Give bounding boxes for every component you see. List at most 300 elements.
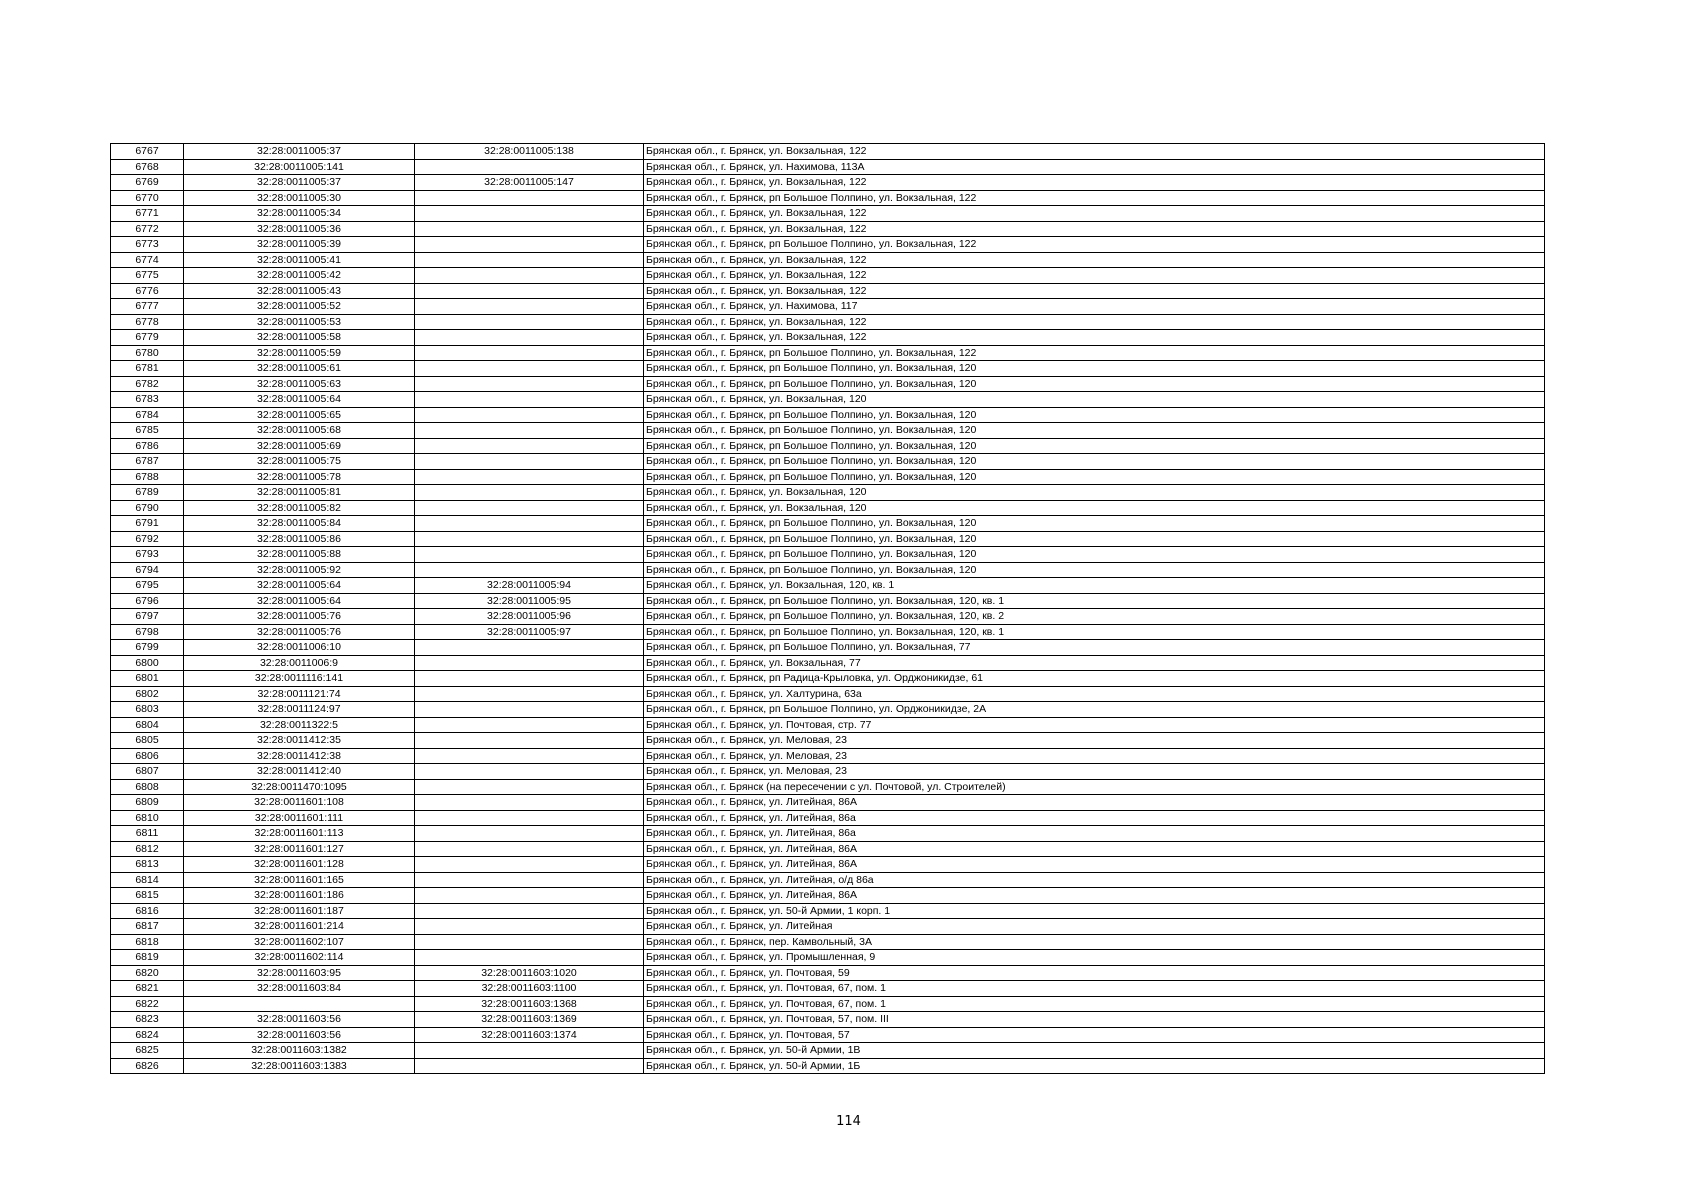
row-number-cell: 6787: [111, 454, 184, 470]
table-row: [111, 1027, 1545, 1043]
table-row: [111, 934, 1545, 950]
related-cadastral-number-cell: [415, 361, 644, 377]
table-row: [111, 872, 1545, 888]
related-cadastral-number-cell: [415, 516, 644, 532]
table-row: [111, 903, 1545, 919]
related-cadastral-number-cell: [415, 671, 644, 687]
table-row: [111, 345, 1545, 361]
row-number-cell: 6818: [111, 934, 184, 950]
related-cadastral-number-cell: [415, 190, 644, 206]
address-cell: Брянская обл., г. Брянск, рп Большое Полпино, ул. Вокзальная, 120: [644, 469, 1545, 485]
related-cadastral-number-cell: [415, 345, 644, 361]
address-cell: Брянская обл., г. Брянск, рп Большое Полпино, ул. Вокзальная, 120: [644, 562, 1545, 578]
row-number-cell: 6817: [111, 919, 184, 935]
related-cadastral-number-cell: [415, 206, 644, 222]
address-cell: Брянская обл., г. Брянск, рп Большое Полпино, ул. Вокзальная, 120: [644, 531, 1545, 547]
cadastral-number-cell: 32:28:0011602:114: [184, 950, 415, 966]
cadastral-number-cell: 32:28:0011005:64: [184, 593, 415, 609]
table-row: [111, 655, 1545, 671]
table-row: [111, 826, 1545, 842]
address-cell: Брянская обл., г. Брянск, ул. Литейная, 86А: [644, 857, 1545, 873]
address-cell: Брянская обл., г. Брянск, рп Большое Полпино, ул. Вокзальная, 120, кв. 1: [644, 624, 1545, 640]
table-row: [111, 423, 1545, 439]
cadastral-number-cell: 32:28:0011005:59: [184, 345, 415, 361]
row-number-cell: 6775: [111, 268, 184, 284]
row-number-cell: 6806: [111, 748, 184, 764]
address-cell: Брянская обл., г. Брянск, рп Большое Полпино, ул. Вокзальная, 122: [644, 237, 1545, 253]
table-row: [111, 438, 1545, 454]
cadastral-number-cell: 32:28:0011005:34: [184, 206, 415, 222]
cadastral-number-cell: 32:28:0011412:35: [184, 733, 415, 749]
cadastral-number-cell: 32:28:0011603:84: [184, 981, 415, 997]
related-cadastral-number-cell: [415, 314, 644, 330]
row-number-cell: 6781: [111, 361, 184, 377]
address-cell: Брянская обл., г. Брянск, ул. Литейная: [644, 919, 1545, 935]
address-cell: Брянская обл., г. Брянск, ул. Вокзальная, 77: [644, 655, 1545, 671]
page-number: 114: [836, 1114, 861, 1129]
row-number-cell: 6784: [111, 407, 184, 423]
related-cadastral-number-cell: [415, 299, 644, 315]
address-cell: Брянская обл., г. Брянск, ул. Почтовая, 57: [644, 1027, 1545, 1043]
cadastral-number-cell: 32:28:0011005:92: [184, 562, 415, 578]
related-cadastral-number-cell: [415, 764, 644, 780]
cadastral-number-cell: 32:28:0011005:43: [184, 283, 415, 299]
table-row: [111, 144, 1545, 160]
cadastral-number-cell: 32:28:0011006:9: [184, 655, 415, 671]
records-table: [110, 143, 1545, 1074]
related-cadastral-number-cell: [415, 702, 644, 718]
address-cell: Брянская обл., г. Брянск, ул. Промышленная, 9: [644, 950, 1545, 966]
address-cell: Брянская обл., г. Брянск, рп Большое Полпино, ул. Вокзальная, 120, кв. 2: [644, 609, 1545, 625]
row-number-cell: 6820: [111, 965, 184, 981]
row-number-cell: 6803: [111, 702, 184, 718]
table-row: [111, 283, 1545, 299]
table-row: [111, 407, 1545, 423]
row-number-cell: 6805: [111, 733, 184, 749]
cadastral-number-cell: 32:28:0011601:187: [184, 903, 415, 919]
address-cell: Брянская обл., г. Брянск, ул. 50-й Армии, 1В: [644, 1043, 1545, 1059]
cadastral-number-cell: 32:28:0011601:111: [184, 810, 415, 826]
related-cadastral-number-cell: [415, 640, 644, 656]
table-row: [111, 764, 1545, 780]
table-row: [111, 841, 1545, 857]
cadastral-number-cell: 32:28:0011005:37: [184, 175, 415, 191]
related-cadastral-number-cell: [415, 237, 644, 253]
related-cadastral-number-cell: [415, 252, 644, 268]
address-cell: Брянская обл., г. Брянск, ул. Почтовая, стр. 77: [644, 717, 1545, 733]
row-number-cell: 6811: [111, 826, 184, 842]
address-cell: Брянская обл., г. Брянск, ул. Халтурина, 63а: [644, 686, 1545, 702]
row-number-cell: 6797: [111, 609, 184, 625]
row-number-cell: 6779: [111, 330, 184, 346]
table-row: [111, 159, 1545, 175]
related-cadastral-number-cell: [415, 795, 644, 811]
related-cadastral-number-cell: [415, 1043, 644, 1059]
row-number-cell: 6823: [111, 1012, 184, 1028]
cadastral-number-cell: 32:28:0011005:76: [184, 609, 415, 625]
address-cell: Брянская обл., г. Брянск, ул. Вокзальная, 122: [644, 252, 1545, 268]
address-cell: Брянская обл., г. Брянск, ул. Вокзальная, 120: [644, 485, 1545, 501]
address-cell: Брянская обл., г. Брянск, рп Радица-Крыловка, ул. Орджоникидзе, 61: [644, 671, 1545, 687]
table-row: [111, 361, 1545, 377]
related-cadastral-number-cell: [415, 438, 644, 454]
cadastral-number-cell: 32:28:0011603:56: [184, 1012, 415, 1028]
table-row: [111, 857, 1545, 873]
table-row: [111, 981, 1545, 997]
row-number-cell: 6826: [111, 1058, 184, 1074]
address-cell: Брянская обл., г. Брянск, рп Большое Полпино, ул. Вокзальная, 120: [644, 361, 1545, 377]
cadastral-number-cell: 32:28:0011005:81: [184, 485, 415, 501]
address-cell: Брянская обл., г. Брянск, пер. Камвольный, 3А: [644, 934, 1545, 950]
row-number-cell: 6774: [111, 252, 184, 268]
cadastral-number-cell: 32:28:0011005:141: [184, 159, 415, 175]
related-cadastral-number-cell: [415, 562, 644, 578]
related-cadastral-number-cell: [415, 888, 644, 904]
address-cell: Брянская обл., г. Брянск, ул. Вокзальная, 120: [644, 392, 1545, 408]
cadastral-number-cell: 32:28:0011005:78: [184, 469, 415, 485]
table-row: [111, 609, 1545, 625]
row-number-cell: 6807: [111, 764, 184, 780]
related-cadastral-number-cell: [415, 547, 644, 563]
table-row: [111, 1058, 1545, 1074]
row-number-cell: 6783: [111, 392, 184, 408]
address-cell: Брянская обл., г. Брянск, рп Большое Полпино, ул. Вокзальная, 120: [644, 423, 1545, 439]
table-row: [111, 531, 1545, 547]
related-cadastral-number-cell: [415, 159, 644, 175]
row-number-cell: 6810: [111, 810, 184, 826]
related-cadastral-number-cell: [415, 826, 644, 842]
related-cadastral-number-cell: [415, 407, 644, 423]
address-cell: Брянская обл., г. Брянск, ул. Почтовая, 67, пом. 1: [644, 981, 1545, 997]
related-cadastral-number-cell: 32:28:0011005:138: [415, 144, 644, 160]
table-row: [111, 314, 1545, 330]
address-cell: Брянская обл., г. Брянск, ул. Литейная, 86А: [644, 888, 1545, 904]
address-cell: Брянская обл., г. Брянск, ул. Меловая, 23: [644, 733, 1545, 749]
table-row: [111, 671, 1545, 687]
row-number-cell: 6769: [111, 175, 184, 191]
table-row: [111, 717, 1545, 733]
related-cadastral-number-cell: 32:28:0011603:1020: [415, 965, 644, 981]
related-cadastral-number-cell: [415, 686, 644, 702]
table-row: [111, 330, 1545, 346]
related-cadastral-number-cell: [415, 376, 644, 392]
cadastral-number-cell: 32:28:0011412:40: [184, 764, 415, 780]
cadastral-number-cell: 32:28:0011005:68: [184, 423, 415, 439]
table-row: [111, 299, 1545, 315]
row-number-cell: 6804: [111, 717, 184, 733]
table-row: [111, 237, 1545, 253]
table-row: [111, 624, 1545, 640]
address-cell: Брянская обл., г. Брянск, ул. Вокзальная, 122: [644, 144, 1545, 160]
table-row: [111, 500, 1545, 516]
row-number-cell: 6790: [111, 500, 184, 516]
related-cadastral-number-cell: [415, 469, 644, 485]
related-cadastral-number-cell: [415, 934, 644, 950]
cadastral-number-cell: 32:28:0011005:82: [184, 500, 415, 516]
cadastral-number-cell: 32:28:0011116:141: [184, 671, 415, 687]
cadastral-number-cell: 32:28:0011006:10: [184, 640, 415, 656]
cadastral-number-cell: 32:28:0011005:42: [184, 268, 415, 284]
related-cadastral-number-cell: [415, 268, 644, 284]
row-number-cell: 6777: [111, 299, 184, 315]
address-cell: Брянская обл., г. Брянск, ул. Почтовая, 67, пом. 1: [644, 996, 1545, 1012]
cadastral-number-cell: [184, 996, 415, 1012]
related-cadastral-number-cell: [415, 810, 644, 826]
row-number-cell: 6780: [111, 345, 184, 361]
related-cadastral-number-cell: [415, 423, 644, 439]
related-cadastral-number-cell: 32:28:0011005:97: [415, 624, 644, 640]
row-number-cell: 6813: [111, 857, 184, 873]
address-cell: Брянская обл., г. Брянск, ул. Вокзальная, 122: [644, 283, 1545, 299]
address-cell: Брянская обл., г. Брянск, рп Большое Полпино, ул. Вокзальная, 77: [644, 640, 1545, 656]
related-cadastral-number-cell: [415, 1058, 644, 1074]
table-row: [111, 252, 1545, 268]
table-row: [111, 454, 1545, 470]
records-table-body: [111, 144, 1545, 1074]
cadastral-number-cell: 32:28:0011601:165: [184, 872, 415, 888]
row-number-cell: 6788: [111, 469, 184, 485]
address-cell: Брянская обл., г. Брянск, ул. 50-й Армии, 1Б: [644, 1058, 1545, 1074]
address-cell: Брянская обл., г. Брянск, ул. Вокзальная, 122: [644, 330, 1545, 346]
row-number-cell: 6768: [111, 159, 184, 175]
related-cadastral-number-cell: [415, 454, 644, 470]
table-row: [111, 562, 1545, 578]
table-row: [111, 221, 1545, 237]
table-row: [111, 888, 1545, 904]
address-cell: Брянская обл., г. Брянск, ул. Вокзальная, 122: [644, 314, 1545, 330]
table-row: [111, 733, 1545, 749]
row-number-cell: 6796: [111, 593, 184, 609]
related-cadastral-number-cell: [415, 485, 644, 501]
cadastral-number-cell: 32:28:0011005:64: [184, 392, 415, 408]
row-number-cell: 6785: [111, 423, 184, 439]
table-row: [111, 965, 1545, 981]
cadastral-number-cell: 32:28:0011603:95: [184, 965, 415, 981]
related-cadastral-number-cell: 32:28:0011005:147: [415, 175, 644, 191]
table-row: [111, 1043, 1545, 1059]
row-number-cell: 6789: [111, 485, 184, 501]
row-number-cell: 6825: [111, 1043, 184, 1059]
cadastral-number-cell: 32:28:0011005:69: [184, 438, 415, 454]
table-row: [111, 547, 1545, 563]
row-number-cell: 6809: [111, 795, 184, 811]
table-row: [111, 516, 1545, 532]
cadastral-number-cell: 32:28:0011005:76: [184, 624, 415, 640]
row-number-cell: 6772: [111, 221, 184, 237]
row-number-cell: 6819: [111, 950, 184, 966]
related-cadastral-number-cell: 32:28:0011603:1369: [415, 1012, 644, 1028]
table-row: [111, 190, 1545, 206]
related-cadastral-number-cell: [415, 748, 644, 764]
related-cadastral-number-cell: 32:28:0011005:96: [415, 609, 644, 625]
cadastral-number-cell: 32:28:0011005:63: [184, 376, 415, 392]
address-cell: Брянская обл., г. Брянск, ул. Вокзальная, 122: [644, 206, 1545, 222]
cadastral-number-cell: 32:28:0011005:86: [184, 531, 415, 547]
address-cell: Брянская обл., г. Брянск, рп Большое Полпино, ул. Вокзальная, 120: [644, 516, 1545, 532]
cadastral-number-cell: 32:28:0011005:84: [184, 516, 415, 532]
row-number-cell: 6815: [111, 888, 184, 904]
address-cell: Брянская обл., г. Брянск, рп Большое Полпино, ул. Вокзальная, 120: [644, 547, 1545, 563]
cadastral-number-cell: 32:28:0011005:75: [184, 454, 415, 470]
cadastral-number-cell: 32:28:0011005:30: [184, 190, 415, 206]
cadastral-number-cell: 32:28:0011005:64: [184, 578, 415, 594]
address-cell: Брянская обл., г. Брянск, ул. Литейная, 86а: [644, 826, 1545, 842]
related-cadastral-number-cell: [415, 733, 644, 749]
related-cadastral-number-cell: 32:28:0011005:94: [415, 578, 644, 594]
cadastral-number-cell: 32:28:0011005:88: [184, 547, 415, 563]
row-number-cell: 6795: [111, 578, 184, 594]
table-row: [111, 268, 1545, 284]
table-row: [111, 795, 1545, 811]
table-row: [111, 175, 1545, 191]
row-number-cell: 6798: [111, 624, 184, 640]
row-number-cell: 6793: [111, 547, 184, 563]
address-cell: Брянская обл., г. Брянск, ул. Вокзальная, 120: [644, 500, 1545, 516]
related-cadastral-number-cell: [415, 903, 644, 919]
table-row: [111, 810, 1545, 826]
cadastral-number-cell: 32:28:0011602:107: [184, 934, 415, 950]
cadastral-number-cell: 32:28:0011412:38: [184, 748, 415, 764]
row-number-cell: 6782: [111, 376, 184, 392]
address-cell: Брянская обл., г. Брянск, рп Большое Полпино, ул. Вокзальная, 120, кв. 1: [644, 593, 1545, 609]
address-cell: Брянская обл., г. Брянск, ул. Литейная, о/д 86а: [644, 872, 1545, 888]
address-cell: Брянская обл., г. Брянск, ул. Почтовая, 57, пом. III: [644, 1012, 1545, 1028]
address-cell: Брянская обл., г. Брянск (на пересечении с ул. Почтовой, ул. Строителей): [644, 779, 1545, 795]
row-number-cell: 6773: [111, 237, 184, 253]
row-number-cell: 6800: [111, 655, 184, 671]
table-row: [111, 578, 1545, 594]
cadastral-number-cell: 32:28:0011005:61: [184, 361, 415, 377]
related-cadastral-number-cell: [415, 392, 644, 408]
address-cell: Брянская обл., г. Брянск, ул. Почтовая, 59: [644, 965, 1545, 981]
row-number-cell: 6776: [111, 283, 184, 299]
row-number-cell: 6791: [111, 516, 184, 532]
row-number-cell: 6814: [111, 872, 184, 888]
cadastral-number-cell: 32:28:0011601:127: [184, 841, 415, 857]
related-cadastral-number-cell: [415, 841, 644, 857]
cadastral-number-cell: 32:28:0011005:52: [184, 299, 415, 315]
row-number-cell: 6794: [111, 562, 184, 578]
cadastral-number-cell: 32:28:0011603:56: [184, 1027, 415, 1043]
related-cadastral-number-cell: [415, 919, 644, 935]
related-cadastral-number-cell: [415, 221, 644, 237]
address-cell: Брянская обл., г. Брянск, рп Большое Полпино, ул. Орджоникидзе, 2А: [644, 702, 1545, 718]
related-cadastral-number-cell: [415, 950, 644, 966]
address-cell: Брянская обл., г. Брянск, ул. Вокзальная, 122: [644, 268, 1545, 284]
cadastral-number-cell: 32:28:0011124:97: [184, 702, 415, 718]
table-row: [111, 779, 1545, 795]
table-row: [111, 485, 1545, 501]
address-cell: Брянская обл., г. Брянск, рп Большое Полпино, ул. Вокзальная, 122: [644, 190, 1545, 206]
row-number-cell: 6808: [111, 779, 184, 795]
row-number-cell: 6822: [111, 996, 184, 1012]
related-cadastral-number-cell: [415, 531, 644, 547]
cadastral-number-cell: 32:28:0011121:74: [184, 686, 415, 702]
address-cell: Брянская обл., г. Брянск, ул. Нахимова, 113А: [644, 159, 1545, 175]
row-number-cell: 6821: [111, 981, 184, 997]
row-number-cell: 6801: [111, 671, 184, 687]
related-cadastral-number-cell: [415, 717, 644, 733]
cadastral-number-cell: 32:28:0011601:186: [184, 888, 415, 904]
table-row: [111, 392, 1545, 408]
row-number-cell: 6778: [111, 314, 184, 330]
related-cadastral-number-cell: 32:28:0011603:1368: [415, 996, 644, 1012]
cadastral-number-cell: 32:28:0011601:108: [184, 795, 415, 811]
address-cell: Брянская обл., г. Брянск, ул. Литейная, 86А: [644, 795, 1545, 811]
address-cell: Брянская обл., г. Брянск, ул. Меловая, 23: [644, 748, 1545, 764]
cadastral-number-cell: 32:28:0011005:37: [184, 144, 415, 160]
related-cadastral-number-cell: [415, 857, 644, 873]
address-cell: Брянская обл., г. Брянск, ул. Вокзальная, 122: [644, 175, 1545, 191]
address-cell: Брянская обл., г. Брянск, рп Большое Полпино, ул. Вокзальная, 120: [644, 376, 1545, 392]
cadastral-number-cell: 32:28:0011603:1382: [184, 1043, 415, 1059]
row-number-cell: 6767: [111, 144, 184, 160]
table-row: [111, 640, 1545, 656]
row-number-cell: 6824: [111, 1027, 184, 1043]
table-row: [111, 1012, 1545, 1028]
address-cell: Брянская обл., г. Брянск, ул. Литейная, 86А: [644, 841, 1545, 857]
table-row: [111, 686, 1545, 702]
table-row: [111, 950, 1545, 966]
table-row: [111, 748, 1545, 764]
row-number-cell: 6812: [111, 841, 184, 857]
cadastral-number-cell: 32:28:0011005:65: [184, 407, 415, 423]
row-number-cell: 6799: [111, 640, 184, 656]
related-cadastral-number-cell: [415, 283, 644, 299]
row-number-cell: 6792: [111, 531, 184, 547]
cadastral-number-cell: 32:28:0011601:113: [184, 826, 415, 842]
row-number-cell: 6786: [111, 438, 184, 454]
related-cadastral-number-cell: 32:28:0011603:1374: [415, 1027, 644, 1043]
address-cell: Брянская обл., г. Брянск, ул. Вокзальная, 122: [644, 221, 1545, 237]
row-number-cell: 6770: [111, 190, 184, 206]
table-row: [111, 206, 1545, 222]
cadastral-number-cell: 32:28:0011005:41: [184, 252, 415, 268]
address-cell: Брянская обл., г. Брянск, ул. Вокзальная, 120, кв. 1: [644, 578, 1545, 594]
related-cadastral-number-cell: [415, 872, 644, 888]
table-row: [111, 376, 1545, 392]
address-cell: Брянская обл., г. Брянск, рп Большое Полпино, ул. Вокзальная, 122: [644, 345, 1545, 361]
address-cell: Брянская обл., г. Брянск, ул. 50-й Армии, 1 корп. 1: [644, 903, 1545, 919]
cadastral-number-cell: 32:28:0011603:1383: [184, 1058, 415, 1074]
address-cell: Брянская обл., г. Брянск, ул. Нахимова, 117: [644, 299, 1545, 315]
address-cell: Брянская обл., г. Брянск, ул. Меловая, 23: [644, 764, 1545, 780]
cadastral-number-cell: 32:28:0011005:53: [184, 314, 415, 330]
related-cadastral-number-cell: [415, 779, 644, 795]
table-row: [111, 593, 1545, 609]
related-cadastral-number-cell: 32:28:0011603:1100: [415, 981, 644, 997]
row-number-cell: 6816: [111, 903, 184, 919]
cadastral-number-cell: 32:28:0011601:128: [184, 857, 415, 873]
related-cadastral-number-cell: [415, 500, 644, 516]
cadastral-number-cell: 32:28:0011005:36: [184, 221, 415, 237]
related-cadastral-number-cell: [415, 655, 644, 671]
address-cell: Брянская обл., г. Брянск, ул. Литейная, 86а: [644, 810, 1545, 826]
table-row: [111, 702, 1545, 718]
related-cadastral-number-cell: [415, 330, 644, 346]
cadastral-number-cell: 32:28:0011005:58: [184, 330, 415, 346]
address-cell: Брянская обл., г. Брянск, рп Большое Полпино, ул. Вокзальная, 120: [644, 407, 1545, 423]
address-cell: Брянская обл., г. Брянск, рп Большое Полпино, ул. Вокзальная, 120: [644, 438, 1545, 454]
row-number-cell: 6802: [111, 686, 184, 702]
cadastral-number-cell: 32:28:0011005:39: [184, 237, 415, 253]
cadastral-number-cell: 32:28:0011322:5: [184, 717, 415, 733]
row-number-cell: 6771: [111, 206, 184, 222]
table-row: [111, 469, 1545, 485]
related-cadastral-number-cell: 32:28:0011005:95: [415, 593, 644, 609]
cadastral-number-cell: 32:28:0011470:1095: [184, 779, 415, 795]
address-cell: Брянская обл., г. Брянск, рп Большое Полпино, ул. Вокзальная, 120: [644, 454, 1545, 470]
